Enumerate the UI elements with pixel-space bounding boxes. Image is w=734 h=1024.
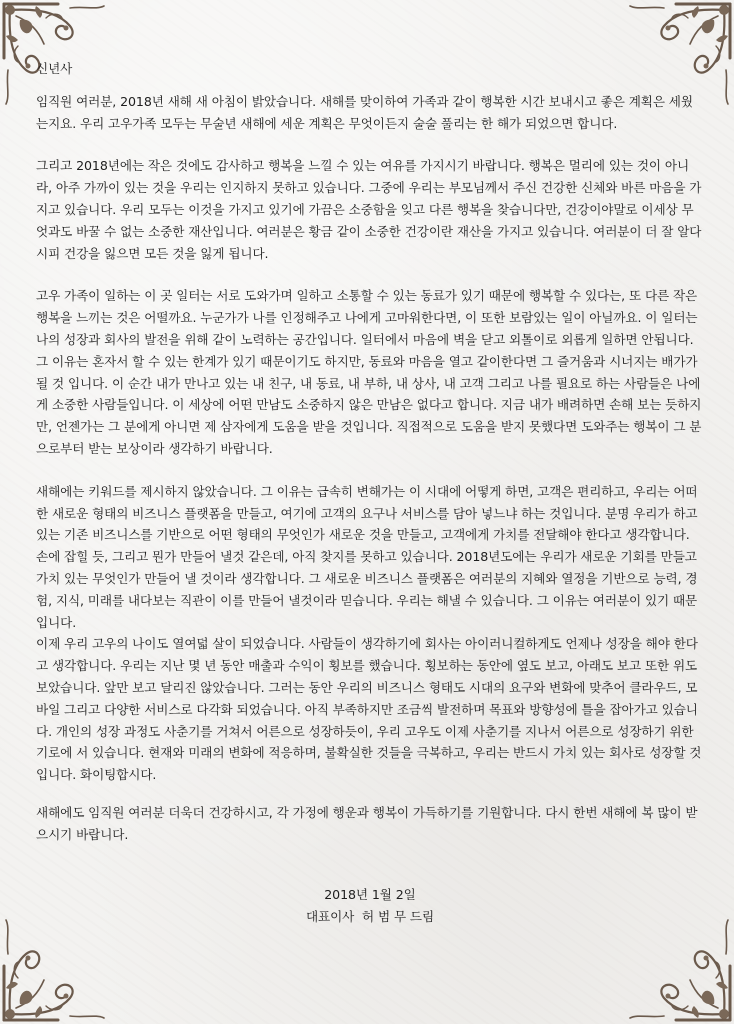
letter-date: 2018년 1월 2일: [324, 886, 416, 902]
paragraph-workplace: 고우 가족이 일하는 이 곳 일터는 서로 도와가며 일하고 소통할 수 있는 동료가 있기 때문에 행복할 수 있다는, 또 다른 작은 행복을 느끼는 것은 어떨까요. 누군가가 나를 인정해주고 나에게 고마워한다면, 이 또한 보람있는 일이 아닐까요. 이 일터는 나의 성장과 회사의 발전을 위해 같이 노력하는 공간입니다. 일터에서 마음에 벽을 닫고 외톨이로 외롭게 일하면 안됩니다. 그 이유는 혼자서 할 수 있는 한계가 있기 때문이기도 하지만, 동료와 마음을 열고 같이한다면 그 즐거움과 시너지는 배가가 될 것 입니다. 이 순간 내가 만나고 있는 내 친구, 내 동료, 내 부하, 내 상사, 내 고객 그리고 나를 필요로 하는 사람들은 나에게 소중한 사람들입니다. 이 세상에 어떤 만남도 소중하지 않은 만남은 없다고 합니다. 지금 내가 배려하면 손해 보는 듯하지만, 언젠가는 그 분에게 아니면 제 삼자에게 도움을 받을 것입니다. 직접적으로 도움을 받지 못했다면 도와주는 행복이 그 분으로부터 받는 보상이라 생각하기 바랍니다.: [36, 288, 702, 456]
letter-body: [36, 58, 704, 928]
letter-title: 신년사: [36, 61, 73, 76]
paragraph-business: 새해에는 키워드를 제시하지 않았습니다. 그 이유는 급속히 변해가는 이 시대에 어떻게 하면, 고객은 편리하고, 우리는 어떠한 새로운 형태의 비즈니스 플랫폼을 만들고, 여기에 고객의 요구나 서비스를 담아 넣느냐 하는 것입니다. 분명 우리가 하고 있는 기존 비즈니스를 기반으로 어떤 형태의 무엇인가 새로운 것을 만들고, 고객에게 가치를 전달해야 한다고 생각합니다. 손에 잡힐 듯, 그리고 뭔가 만들어 낼것 같은데, 아직 찾지를 못하고 있습니다. 2018년도에는 우리가 새로운 기회를 만들고 가치 있는 무엇인가 만들어 낼 것이라 생각합니다. 그 새로운 비즈니스 플랫폼은 여러분의 지혜와 열정을 기반으로 능력, 경험, 지식, 미래를 내다보는 직관이 이를 만들어 낼것이라 믿습니다. 우리는 해낼 수 있습니다. 그 이유는 여러분이 있기 때문입니다.: [36, 483, 698, 630]
paragraph-growth: 이제 우리 고우의 나이도 열여덟 살이 되었습니다. 사람들이 생각하기에 회사는 아이러니컬하게도 언제나 성장을 해야 한다고 생각합니다. 우리는 지난 몇 년 동안 매출과 수익이 횡보를 했습니다. 횡보하는 동안에 옆도 보고, 아래도 보고 또한 위도 보았습니다. 앞만 보고 달리진 않았습니다. 그러는 동안 우리의 비즈니스 형태도 시대의 요구와 변화에 맞추어 클라우드, 모바일 그리고 다양한 서비스로 다각화 되었습니다. 아직 부족하지만 조금씩 발전하며 목표와 방향성에 틀을 잡아가고 있습니다. 개인의 성장 과정도 사춘기를 거쳐서 어른으로 성장하듯이, 우리 고우도 이제 사춘기를 지나서 어른으로 성장하기 위한 기로에 서 있습니다. 현재와 미래의 변화에 적응하며, 불확실한 것들을 극복하고, 우리는 반드시 가치 있는 회사로 성장할 것입니다. 화이팅합시다.: [36, 636, 702, 783]
letter-signature: 대표이사 허 범 무 드림: [305, 908, 435, 924]
paragraph-closing: 새해에도 임직원 여러분 더욱더 건강하시고, 각 가정에 행운과 행복이 가득하기를 기원합니다. 다시 한번 새해에 복 많이 받으시기 바랍니다.: [36, 804, 698, 842]
paragraph-greeting: 임직원 여러분, 2018년 새해 새 아침이 밝았습니다. 새해를 맞이하여 가족과 같이 행복한 시간 보내시고 좋은 계획은 세웠는지요. 우리 고우가족 모두는 무술년 새해에 세운 계획은 무엇이든지 술술 풀리는 한 해가 되었으면 합니다.: [36, 93, 693, 131]
paragraph-health: 그리고 2018년에는 작은 것에도 감사하고 행복을 느낄 수 있는 여유를 가지시기 바랍니다. 행복은 멀리에 있는 것이 아니라, 아주 가까이 있는 것을 우리는 인지하지 못하고 있습니다. 그중에 우리는 부모님께서 주신 건강한 신체와 바른 마음을 가지고 있습니다. 우리 모두는 이것을 가지고 있기에 가끔은 소중함을 잊고 다른 행복을 찾습니다만, 건강이야말로 이세상 무엇과도 바꿀 수 없는 소중한 재산입니다. 여러분은 황금 같이 소중한 건강이란 재산을 가지고 있습니다. 여러분이 더 잘 알다시피 건강을 잃으면 모든 것을 잃게 됩니다.: [36, 158, 702, 261]
signature-block: [36, 884, 704, 928]
